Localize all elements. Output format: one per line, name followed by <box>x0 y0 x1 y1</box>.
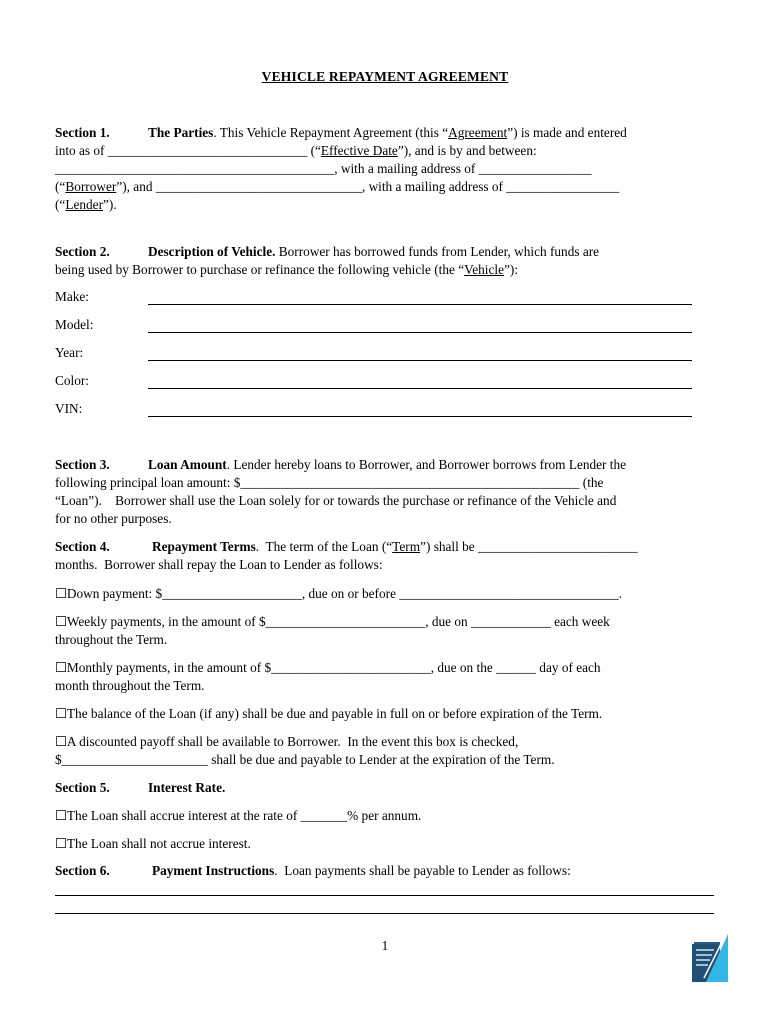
model-field[interactable] <box>148 332 692 333</box>
agreement-term: Agreement <box>448 125 508 140</box>
section-1-line-3: __________________________________________, with a mailing address of _________________ <box>55 161 592 176</box>
document-title: VEHICLE REPAYMENT AGREEMENT <box>261 69 509 84</box>
year-field[interactable] <box>148 360 692 361</box>
section-4-number: Section 4. <box>55 539 110 554</box>
section-3-number: Section 3. <box>55 457 110 472</box>
borrower-term: Borrower <box>65 179 117 194</box>
section-1-line-1: Section 1. The Parties. This Vehicle Repayment Agreement (this “Agreement”) is made and entered <box>55 125 627 140</box>
make-field[interactable] <box>148 304 692 305</box>
term-term: Term <box>392 539 421 554</box>
section-2-line-1: Section 2. Description of Vehicle. Borrower has borrowed funds from Lender, which funds are <box>55 244 600 259</box>
discounted-payoff-option[interactable]: ☐A discounted payoff shall be available to Borrower. In the event this box is checked, <box>55 734 519 749</box>
section-1-line-4: (“Borrower”), and _______________________________, with a mailing address of _________________ <box>55 179 620 194</box>
vin-field[interactable] <box>148 416 692 417</box>
section-1-number: Section 1. <box>55 125 110 140</box>
section-6-heading: Payment Instructions <box>152 863 275 878</box>
payment-instructions-line-1[interactable] <box>55 895 714 896</box>
section-6-line-1: Section 6. Payment Instructions. Loan payments shall be payable to Lender as follows: <box>55 863 571 878</box>
weekly-payments-continued: throughout the Term. <box>55 632 168 647</box>
document-logo-icon <box>690 932 730 984</box>
section-6-number: Section 6. <box>55 863 110 878</box>
balance-option[interactable]: ☐The balance of the Loan (if any) shall be due and payable in full on or before expiration of the Term. <box>55 706 603 721</box>
interest-rate-option[interactable]: ☐The Loan shall accrue interest at the rate of _______% per annum. <box>55 808 422 823</box>
section-5-heading: Interest Rate. <box>148 780 226 795</box>
vehicle-term: Vehicle <box>464 262 504 277</box>
section-2-number: Section 2. <box>55 244 110 259</box>
weekly-payments-option[interactable]: ☐Weekly payments, in the amount of $________________________, due on ____________ each week <box>55 614 610 629</box>
color-field[interactable] <box>148 388 692 389</box>
section-5-number: Section 5. <box>55 780 110 795</box>
section-1-line-5: (“Lender”). <box>55 197 117 212</box>
discounted-payoff-continued: $______________________ shall be due and payable to Lender at the expiration of the Term. <box>55 752 555 767</box>
year-label: Year: <box>55 345 84 360</box>
effective-date-term: Effective Date <box>320 143 398 158</box>
payment-instructions-line-2[interactable] <box>55 913 714 914</box>
section-3-line-3: “Loan”). Borrower shall use the Loan solely for or towards the purchase or refinance of the Vehicle and <box>55 493 617 508</box>
monthly-payments-option[interactable]: ☐Monthly payments, in the amount of $________________________, due on the ______ day of each <box>55 660 601 675</box>
section-2-line-2: being used by Borrower to purchase or refinance the following vehicle (the “Vehicle”): <box>55 262 519 277</box>
color-label: Color: <box>55 373 89 388</box>
page-number: 1 <box>381 938 389 953</box>
section-3-line-2: following principal loan amount: $___________________________________________________ (the <box>55 475 604 490</box>
section-3-line-1: Section 3. Loan Amount. Lender hereby loans to Borrower, and Borrower borrows from Lender the <box>55 457 627 472</box>
section-4-line-2: months. Borrower shall repay the Loan to Lender as follows: <box>55 557 383 572</box>
section-5-line-1 <box>55 779 225 797</box>
section-3-line-4: for no other purposes. <box>55 511 172 526</box>
model-label: Model: <box>55 317 94 332</box>
vin-label: VIN: <box>55 401 83 416</box>
section-4-heading: Repayment Terms <box>152 539 256 554</box>
section-4-line-1: Section 4. Repayment Terms. The term of the Loan (“Term”) shall be ________________________ <box>55 539 638 554</box>
make-label: Make: <box>55 289 89 304</box>
no-interest-option[interactable]: ☐The Loan shall not accrue interest. <box>55 836 251 851</box>
lender-term: Lender <box>65 197 103 212</box>
monthly-payments-continued: month throughout the Term. <box>55 678 205 693</box>
section-3-heading: Loan Amount <box>148 457 227 472</box>
section-2-heading: Description of Vehicle. <box>148 244 276 259</box>
section-1-heading: The Parties <box>148 125 214 140</box>
section-1-line-2: into as of ______________________________ (“Effective Date”), and is by and between: <box>55 143 537 158</box>
down-payment-option[interactable]: ☐Down payment: $_____________________, due on or before _________________________________. <box>55 586 623 601</box>
